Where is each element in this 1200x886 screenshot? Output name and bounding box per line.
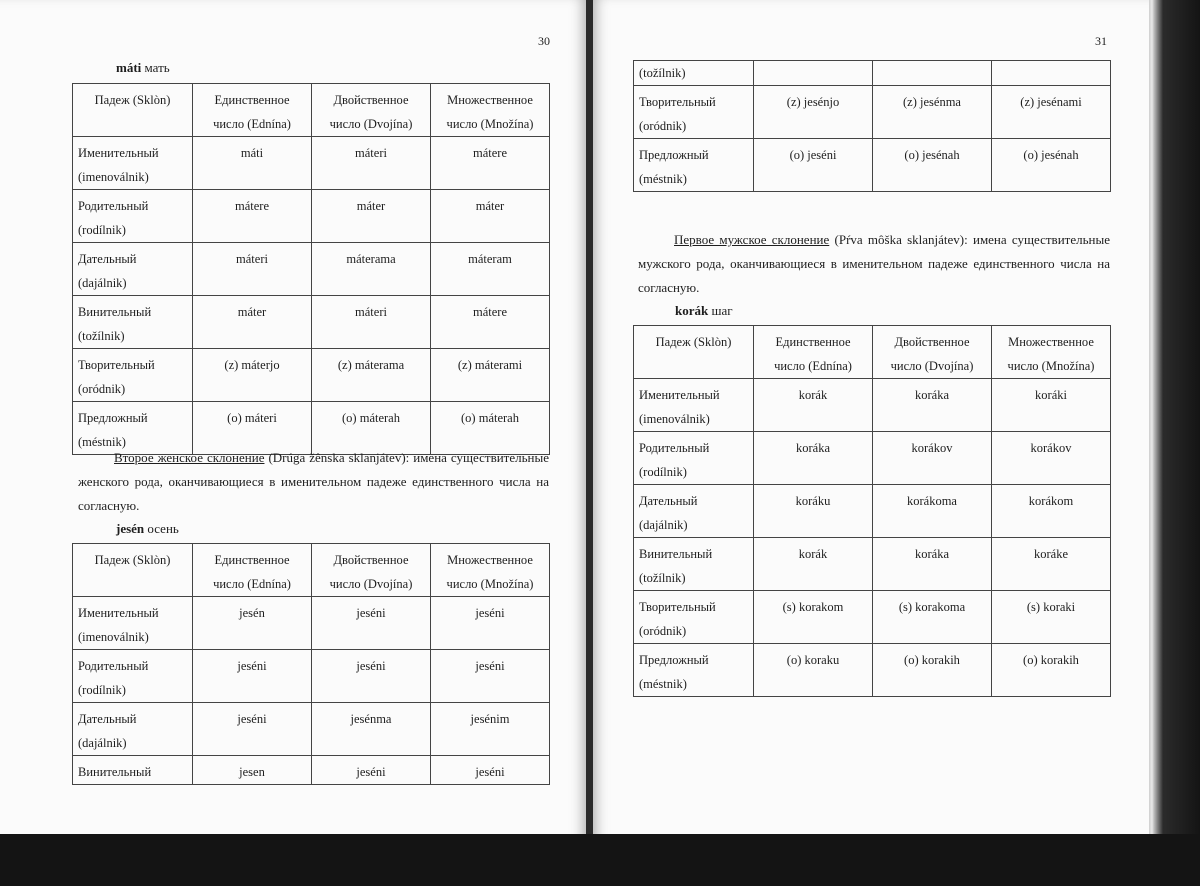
table-row: [634, 485, 1111, 538]
declension-table-jesen-continued: [633, 60, 1111, 192]
plural-cell: jeséni: [431, 650, 550, 703]
dual-cell: (o) máterah: [312, 402, 431, 455]
dual-cell: (s) korakoma: [873, 591, 992, 644]
header-singular: Единственное число (Ednína): [754, 326, 873, 379]
table-row: [73, 756, 550, 785]
dual-cell: jesénma: [312, 703, 431, 756]
page-number: 31: [1095, 34, 1107, 48]
case-cell: Родительный (rodílnik): [634, 432, 754, 485]
paragraph-first-masculine: [638, 228, 1110, 300]
declension-table-mati: [72, 83, 550, 455]
paragraph-second-feminine: [78, 446, 549, 518]
plural-cell: mátere: [431, 296, 550, 349]
plural-cell: (o) máterah: [431, 402, 550, 455]
singular-cell: korák: [754, 538, 873, 591]
header-case: Падеж (Sklòn): [73, 84, 193, 137]
dual-cell: máterama: [312, 243, 431, 296]
scan-bottom-shadow: [0, 834, 1200, 886]
plural-cell: (z) jesénami: [992, 86, 1111, 139]
plural-cell: jeséni: [431, 597, 550, 650]
plural-cell: máter: [431, 190, 550, 243]
plural-cell: koráke: [992, 538, 1111, 591]
dual-cell: (o) korakih: [873, 644, 992, 697]
table-row: [73, 190, 550, 243]
table-row: [634, 139, 1111, 192]
paragraph-text: (Pŕva môška sklanjátev): имена существительные мужского рода, оканчивающиеся в именительном падеже единственного числа на согласную.: [638, 232, 1110, 295]
singular-cell: jeséni: [193, 703, 312, 756]
singular-cell: koráka: [754, 432, 873, 485]
table-row: [634, 432, 1111, 485]
plural-cell: [992, 61, 1111, 86]
singular-cell: mátere: [193, 190, 312, 243]
case-cell: Дательный (dajálnik): [634, 485, 754, 538]
table-row: [634, 61, 1111, 86]
table-row: [634, 644, 1111, 697]
lemma: jesén: [116, 521, 145, 536]
singular-cell: jesen: [193, 756, 312, 785]
table-row: [634, 591, 1111, 644]
left-page: [0, 0, 586, 886]
dual-cell: jeséni: [312, 756, 431, 785]
case-cell: Именительный (imenoválnik): [634, 379, 754, 432]
plural-cell: jeséni: [431, 756, 550, 785]
case-cell: Винительный (tožílnik): [73, 296, 193, 349]
dual-cell: máter: [312, 190, 431, 243]
declension-table-korak: [633, 325, 1111, 697]
header-plural: Множественное число (Množína): [431, 84, 550, 137]
singular-cell: koráku: [754, 485, 873, 538]
singular-cell: jeséni: [193, 650, 312, 703]
table-header-row: [634, 326, 1111, 379]
header-singular: Единственное число (Ednína): [193, 84, 312, 137]
header-dual: Двойственное число (Dvojína): [312, 544, 431, 597]
table-row: [73, 296, 550, 349]
paragraph-text: (Drúga žênska sklanjátev): имена существительные женского рода, оканчивающиеся в именительном падеже единственного числа на согласную.: [78, 450, 549, 513]
case-cell: Творительный (oródnik): [634, 86, 754, 139]
dual-cell: koráka: [873, 538, 992, 591]
case-cell: Именительный (imenoválnik): [73, 597, 193, 650]
book-page-edges: [1149, 0, 1200, 886]
singular-cell: (s) korakom: [754, 591, 873, 644]
declension-table-jesen: [72, 543, 550, 785]
plural-cell: máteram: [431, 243, 550, 296]
lemma: máti: [116, 60, 142, 75]
header-plural: Множественное число (Množína): [992, 326, 1111, 379]
singular-cell: korák: [754, 379, 873, 432]
header-case: Падеж (Sklòn): [634, 326, 754, 379]
table-row: [634, 86, 1111, 139]
singular-cell: máter: [193, 296, 312, 349]
case-cell: Именительный (imenoválnik): [73, 137, 193, 190]
table-row: [634, 538, 1111, 591]
plural-cell: mátere: [431, 137, 550, 190]
translation: осень: [144, 521, 179, 536]
dual-cell: korákoma: [873, 485, 992, 538]
singular-cell: máti: [193, 137, 312, 190]
singular-cell: (o) jeséni: [754, 139, 873, 192]
singular-cell: (o) koraku: [754, 644, 873, 697]
table-row: [73, 650, 550, 703]
header-dual: Двойственное число (Dvojína): [873, 326, 992, 379]
plural-cell: korákom: [992, 485, 1111, 538]
plural-cell: (s) koraki: [992, 591, 1111, 644]
translation: шаг: [708, 303, 733, 318]
singular-cell: jesén: [193, 597, 312, 650]
table-row: [634, 379, 1111, 432]
singular-cell: (z) jesénjo: [754, 86, 873, 139]
book-gutter: [586, 0, 593, 886]
case-cell: Винительный (tožílnik): [634, 538, 754, 591]
case-cell: Родительный (rodílnik): [73, 650, 193, 703]
singular-cell: máteri: [193, 243, 312, 296]
case-cell: Творительный (oródnik): [73, 349, 193, 402]
translation: мать: [141, 60, 170, 75]
header-plural: Множественное число (Množína): [431, 544, 550, 597]
case-cell: Предложный (méstnik): [634, 139, 754, 192]
case-cell: Дательный (dajálnik): [73, 703, 193, 756]
dual-cell: máteri: [312, 137, 431, 190]
page-number: 30: [538, 34, 550, 48]
paragraph-term: Второе женское склонение: [114, 450, 265, 465]
table-row: [73, 703, 550, 756]
plural-cell: jesénim: [431, 703, 550, 756]
table-header-row: [73, 84, 550, 137]
dual-cell: (z) máterama: [312, 349, 431, 402]
dual-cell: korákov: [873, 432, 992, 485]
dual-cell: máteri: [312, 296, 431, 349]
word-heading-korak: [675, 303, 733, 319]
header-singular: Единственное число (Ednína): [193, 544, 312, 597]
plural-cell: (o) korakih: [992, 644, 1111, 697]
case-cell: Предложный (méstnik): [73, 402, 193, 455]
dual-cell: jeséni: [312, 650, 431, 703]
singular-cell: [754, 61, 873, 86]
dual-cell: (o) jesénah: [873, 139, 992, 192]
case-cell: Родительный (rodílnik): [73, 190, 193, 243]
table-header-row: [73, 544, 550, 597]
table-row: [73, 349, 550, 402]
table-row: [73, 137, 550, 190]
case-cell: Творительный (oródnik): [634, 591, 754, 644]
dual-cell: koráka: [873, 379, 992, 432]
word-heading-jesen: [116, 521, 179, 537]
lemma: korák: [675, 303, 709, 318]
singular-cell: (o) máteri: [193, 402, 312, 455]
table-row: [73, 243, 550, 296]
plural-cell: korákov: [992, 432, 1111, 485]
dual-cell: jeséni: [312, 597, 431, 650]
plural-cell: koráki: [992, 379, 1111, 432]
case-cell: (tožílnik): [634, 61, 754, 86]
dual-cell: (z) jesénma: [873, 86, 992, 139]
word-heading-mati: [116, 60, 170, 76]
right-page: [593, 0, 1149, 886]
case-cell: Предложный (méstnik): [634, 644, 754, 697]
dual-cell: [873, 61, 992, 86]
header-dual: Двойственное число (Dvojína): [312, 84, 431, 137]
singular-cell: (z) máterjo: [193, 349, 312, 402]
case-cell: Дательный (dajálnik): [73, 243, 193, 296]
case-cell: Винительный: [73, 756, 193, 785]
plural-cell: (o) jesénah: [992, 139, 1111, 192]
header-case: Падеж (Sklòn): [73, 544, 193, 597]
plural-cell: (z) máterami: [431, 349, 550, 402]
paragraph-term: Первое мужское склонение: [674, 232, 830, 247]
table-row: [73, 597, 550, 650]
